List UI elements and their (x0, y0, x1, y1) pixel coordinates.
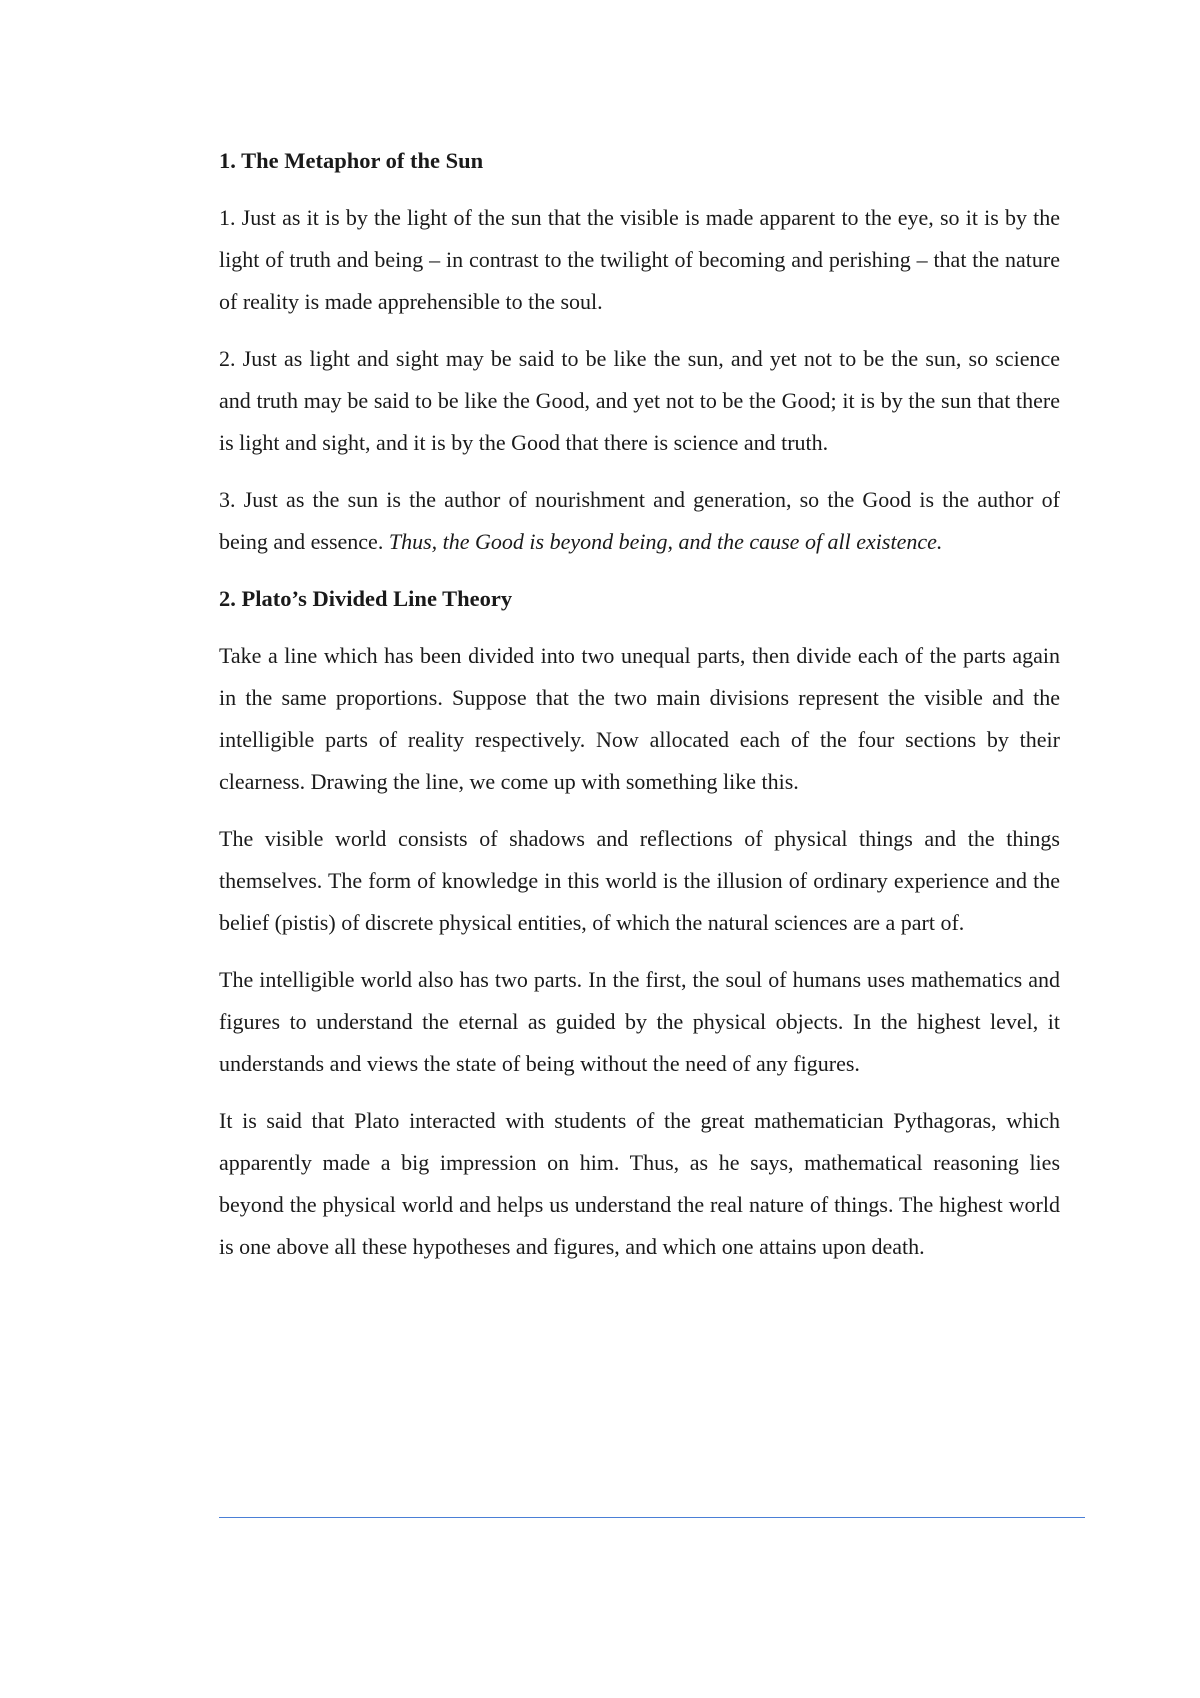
paragraph-sun-2: 2. Just as light and sight may be said to be like the sun, and yet not to be the sun, so science and truth may be said to be like the Good, and yet not to be the Good; it is by the sun that there is light and sight, and it is by the Good that there is science and truth. (219, 346, 1060, 455)
section-heading-divided-line: 2. Plato’s Divided Line Theory (219, 586, 513, 611)
paragraph-sun-3-italic: Thus, the Good is beyond being, and the cause of all existence. (388, 529, 943, 554)
paragraph-sun-1: 1. Just as it is by the light of the sun that the visible is made apparent to the eye, so it is by the light of truth and being – in contrast to the twilight of becoming and perishing – that the nature of reality is made apprehensible to the soul. (219, 205, 1060, 314)
paragraph-line-2: The visible world consists of shadows and reflections of physical things and the things themselves. The form of knowledge in this world is the illusion of ordinary experience and the belief (pistis) of discrete physical entities, of which the natural sciences are a part of. (219, 826, 1060, 935)
divider-line (219, 1517, 1085, 1518)
document-body (219, 140, 1060, 1283)
paragraph-sun-3-text: 3. Just as the sun is the author of nourishment and generation, so the Good is the author of being and essence. (219, 487, 1060, 554)
paragraph-sun-3 (219, 479, 1060, 563)
paragraph-line-3: The intelligible world also has two parts. In the first, the soul of humans uses mathematics and figures to understand the eternal as guided by the physical objects. In the highest level, it understands and views the state of being without the need of any figures. (219, 967, 1060, 1076)
paragraph-line-1: Take a line which has been divided into two unequal parts, then divide each of the parts again in the same proportions. Suppose that the two main divisions represent the visible and the intelligible parts of reality respectively. Now allocated each of the four sections by their clearness. Drawing the line, we come up with something like this. (219, 643, 1060, 794)
paragraph-line-4: It is said that Plato interacted with students of the great mathematician Pythagoras, which apparently made a big impression on him. Thus, as he says, mathematical reasoning lies beyond the physical world and helps us understand the real nature of things. The highest world is one above all these hypotheses and figures, and which one attains upon death. (219, 1108, 1060, 1259)
section-heading-metaphor-of-sun: 1. The Metaphor of the Sun (219, 148, 484, 173)
